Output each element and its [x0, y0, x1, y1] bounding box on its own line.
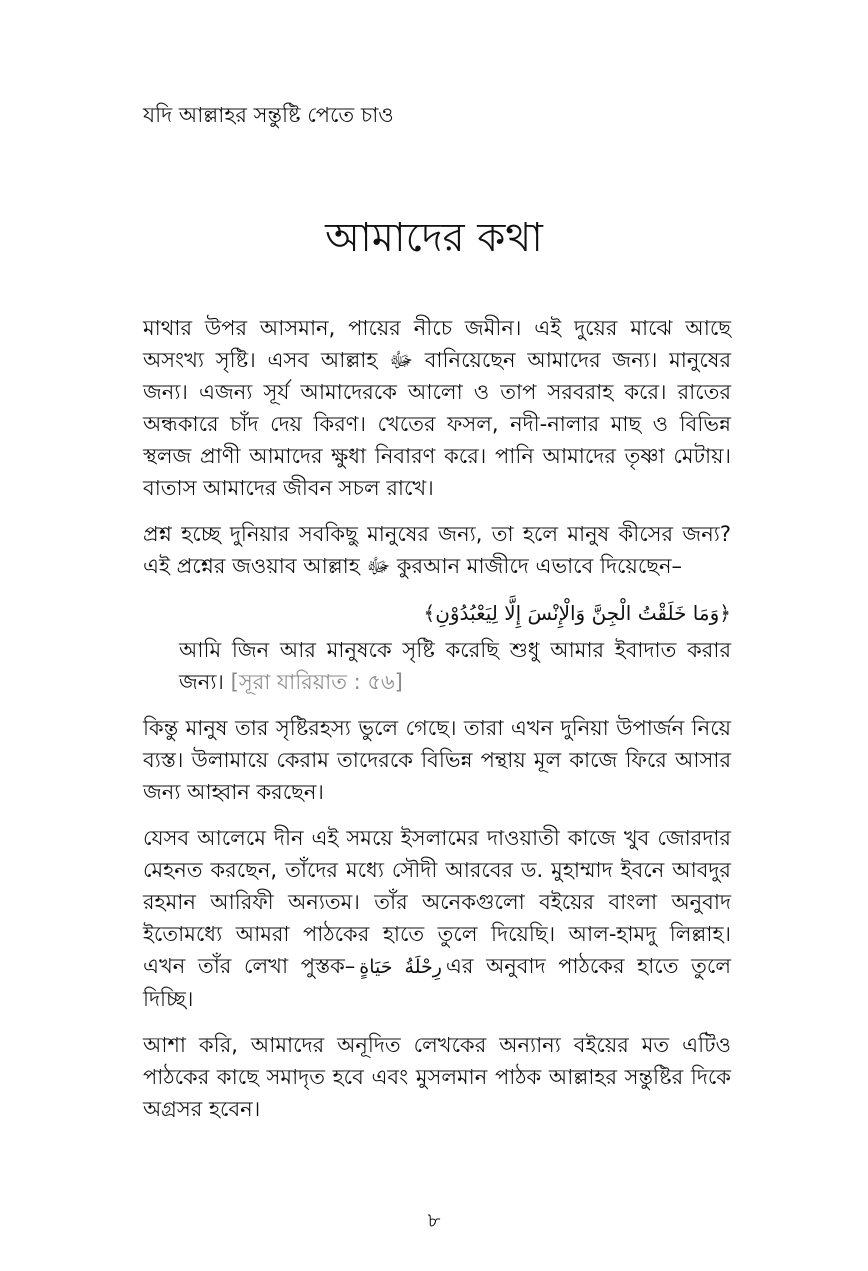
- running-header: যদি আল্লাহর সন্তুষ্টি পেতে চাও: [143, 103, 394, 127]
- paragraph-1: মাথার উপর আসমান, পায়ের নীচে জমীন। এই দুয়ের মাঝে আছে অসংখ্য সৃষ্টি। এসব আল্লাহ ﷻ বানিয়েছেন আমাদের জন্য। মানুষের জন্য। এজন্য সূর্য আমাদেরকে আলো ও তাপ সরবরাহ করে। রাতের অন্ধকারে চাঁদ দেয় কিরণ। খেতের ফসল, নদী-নালার মাছ ও বিভিন্ন স্থলজ প্রাণী আমাদের ক্ষুধা নিবারণ করে। পানি আমাদের তৃষ্ণা মেটায়। বাতাস আমাদের জীবন সচল রাখে।: [143, 316, 731, 500]
- chapter-title: আমাদের কথা: [325, 215, 543, 261]
- paragraph-3: কিন্তু মানুষ তার সৃষ্টিরহস্য ভুলে গেছে। তারা এখন দুনিয়া উপার্জন নিয়ে ব্যস্ত। উলামায়ে কেরাম তাদেরকে বিভিন্ন পন্থায় মূল কাজে ফিরে আসার জন্য আহ্বান করছেন।: [143, 716, 731, 804]
- quran-verse-arabic: ﴿وَمَا خَلَقْتُ الْجِنَّ وَالْإِنْسَ إِلَّا لِيَعْبُدُوْنِ﴾: [423, 601, 731, 625]
- book-title-arabic: رِحْلَةُ حَيَاةٍ: [359, 956, 442, 978]
- paragraph-2: প্রশ্ন হচ্ছে দুনিয়ার সবকিছু মানুষের জন্য, তা হলে মানুষ কীসের জন্য? এই প্রশ্নের জওয়াব আল্লাহ ﷻ কুরআন মাজীদে এভাবে দিয়েছেন–: [143, 522, 731, 578]
- body-text: [143, 312, 731, 1139]
- paragraph-4-text-start: যেসব আলেমে দীন এই সময়ে ইসলামের দাওয়াতী কাজে খুব জোরদার মেহনত করছেন, তাঁদের মধ্যে সৌদী আরবের ড. মুহাম্মাদ ইবনে আবদুর রহমান আরিফী অন্যতম। তাঁর অনেকগুলো বইয়ের বাংলা অনুবাদ ইতোমধ্যে আমরা পাঠকের হাতে তুলে দিয়েছি। আল-হামদু লিল্লাহ। এখন তাঁর লেখা পুস্তক–: [143, 826, 731, 978]
- verse-reference: [সূরা যারিয়াত : ৫৬]: [230, 670, 403, 694]
- verse-translation-text: আমি জিন আর মানুষকে সৃষ্টি করেছি শুধু আমার ইবাদাত করার জন্য।: [179, 638, 731, 694]
- paragraph-5: আশা করি, আমাদের অনূদিত লেখকের অন্যান্য বইয়ের মত এটিও পাঠকের কাছে সমাদৃত হবে এবং মুসলমান পাঠক আল্লাহর সন্তুষ্টির দিকে অগ্রসর হবেন।: [143, 1033, 731, 1121]
- verse-translation: [179, 634, 731, 698]
- paragraph-4: [143, 822, 731, 1015]
- page-number: ৮: [427, 1208, 441, 1232]
- paragraph-4-text-end: এর অনুবাদ পাঠকের হাতে তুলে দিচ্ছি।: [143, 954, 731, 1011]
